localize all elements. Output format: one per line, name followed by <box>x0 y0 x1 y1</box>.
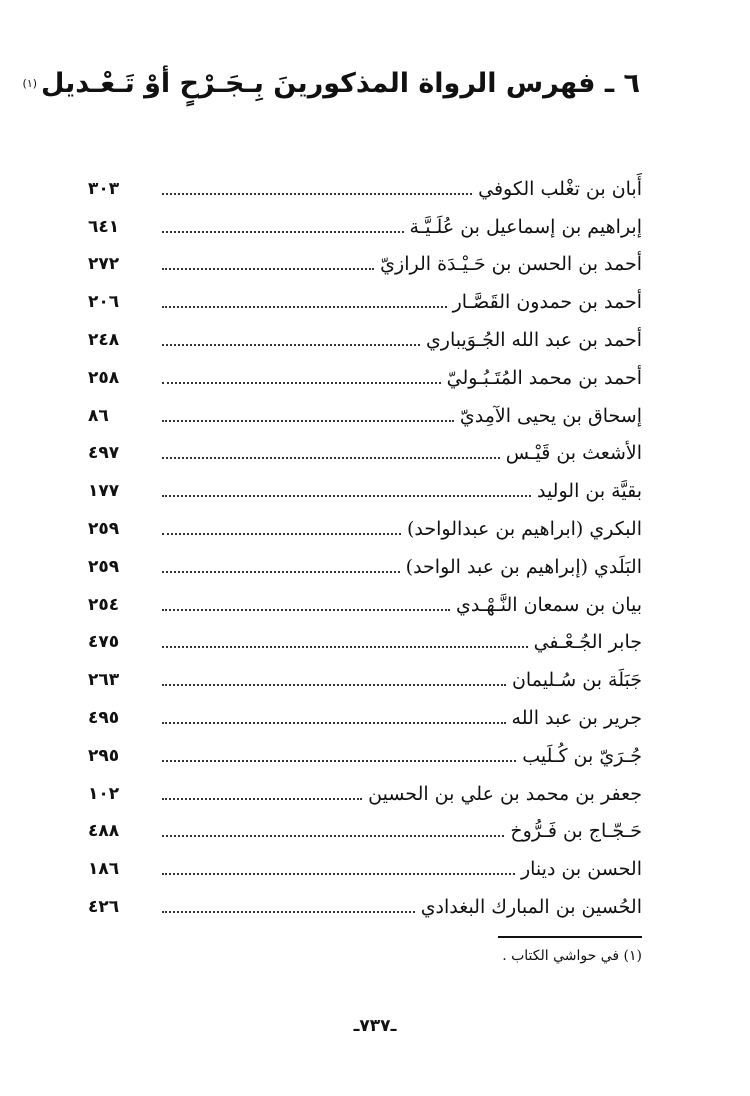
footnote-separator <box>498 936 642 938</box>
index-entry <box>88 428 642 466</box>
entry-page-number: ٢٦٣ <box>88 670 120 691</box>
narrator-name: الحُسين بن المبارك البغدادي <box>420 895 642 918</box>
index-entry <box>88 503 642 541</box>
dot-leader <box>162 571 400 573</box>
entry-page-number: ٤٩٧ <box>88 443 120 464</box>
dot-leader <box>162 231 404 233</box>
dot-leader <box>162 760 516 762</box>
index-entry <box>88 768 642 806</box>
entry-page-number: ١٧٧ <box>88 481 120 502</box>
index-entry <box>88 617 642 655</box>
dot-leader <box>162 646 528 648</box>
narrator-name: بيان بن سمعان النَّـهْـدي <box>456 593 642 616</box>
narrator-name: بقيَّة بن الوليد <box>536 480 642 503</box>
dot-leader <box>162 344 420 346</box>
narrator-name: إبراهيم بن إسماعيل بن عُلَـيَّـة <box>409 215 642 238</box>
index-entry <box>88 806 642 844</box>
entry-page-number: ٢٠٦ <box>88 292 120 313</box>
narrator-name: أحمد بن الحسن بن حَـيْـدَة الرازيّ <box>380 253 642 276</box>
dot-leader <box>162 268 374 270</box>
narrator-name: إسحاق بن يحيى الآمِديّ <box>459 404 642 427</box>
footnote-text: (١) في حواشي الكتاب . <box>502 948 642 964</box>
narrator-name: جعفر بن محمد بن علي بن الحسين <box>368 782 642 805</box>
index-entry <box>88 163 642 201</box>
index-entry <box>88 579 642 617</box>
index-entry <box>88 654 642 692</box>
entry-page-number: ٢٥٤ <box>88 594 120 615</box>
entry-page-number: ٢٧٢ <box>88 254 120 275</box>
dot-leader <box>162 798 362 800</box>
narrator-name: البكري (ابراهيم بن عبدالواحد) <box>407 517 642 540</box>
dot-leader <box>162 306 447 308</box>
entry-page-number: ١٨٦ <box>88 859 120 880</box>
index-entry <box>88 239 642 277</box>
dot-leader <box>162 382 441 384</box>
index-entry <box>88 541 642 579</box>
page-number: ـ٧٣٧ـ <box>353 1016 397 1036</box>
entry-page-number: ٨٦ <box>88 405 109 426</box>
dot-leader <box>162 684 506 686</box>
index-entry <box>88 692 642 730</box>
narrator-name: حَـجّـاج بن فَـرُّوخ <box>510 820 642 843</box>
narrator-name: جرير بن عبد الله <box>511 706 642 729</box>
index-title <box>22 64 640 104</box>
entry-page-number: ٣٠٣ <box>88 178 120 199</box>
index-entry <box>88 352 642 390</box>
dot-leader <box>162 873 515 875</box>
dot-leader <box>162 835 504 837</box>
entry-page-number: ٤٨٨ <box>88 821 120 842</box>
narrator-name: الحسن بن دينار <box>520 858 642 881</box>
narrator-name: البَلَدي (إبراهيم بن عبد الواحد) <box>405 555 642 578</box>
entry-page-number: ٢٩٥ <box>88 745 120 766</box>
entry-page-number: ٢٥٨ <box>88 367 120 388</box>
dot-leader <box>162 533 401 535</box>
entry-page-number: ٤٩٥ <box>88 707 120 728</box>
entry-page-number: ٢٤٨ <box>88 329 120 350</box>
narrator-name: جُـرَيّ بن كُـلَيب <box>522 744 642 767</box>
dot-leader <box>162 495 531 497</box>
dot-leader <box>162 193 472 195</box>
narrator-name: الأشعث بن قَيْـس <box>505 442 642 465</box>
dot-leader <box>162 722 506 724</box>
entry-page-number: ٦٤١ <box>88 216 120 237</box>
index-entry <box>88 843 642 881</box>
narrator-name: أحمد بن محمد المُتَـبُـوليّ <box>446 366 642 389</box>
dot-leader <box>162 420 454 422</box>
index-entry <box>88 881 642 919</box>
index-entry <box>88 276 642 314</box>
narrator-name: جَبَلَة بن سُـليمان <box>511 669 642 692</box>
entry-page-number: ١٠٢ <box>88 783 120 804</box>
dot-leader <box>162 609 450 611</box>
narrators-index-list <box>88 163 642 919</box>
dot-leader <box>162 911 415 913</box>
dot-leader <box>162 457 500 459</box>
narrator-name: أحمد بن حمدون القَصَّـار <box>452 291 642 314</box>
narrator-name: جابر الجُـعْـفي <box>533 631 642 654</box>
entry-page-number: ٢٥٩ <box>88 518 120 539</box>
index-entry <box>88 390 642 428</box>
index-entry <box>88 314 642 352</box>
narrator-name: أحمد بن عبد الله الجُـوَيباري <box>425 328 642 351</box>
title-footnote-ref: (١) <box>22 77 38 90</box>
index-title-text: ٦ ـ فهرس الرواة المذكورينَ بِـجَـرْحٍ أوْ تَـعْـديل <box>41 68 640 99</box>
index-entry <box>88 465 642 503</box>
entry-page-number: ٤٢٦ <box>88 896 120 917</box>
index-entry <box>88 730 642 768</box>
narrator-name: أَبان بن تغْلب الكوفي <box>478 177 642 200</box>
index-entry <box>88 201 642 239</box>
entry-page-number: ٢٥٩ <box>88 556 120 577</box>
entry-page-number: ٤٧٥ <box>88 632 120 653</box>
